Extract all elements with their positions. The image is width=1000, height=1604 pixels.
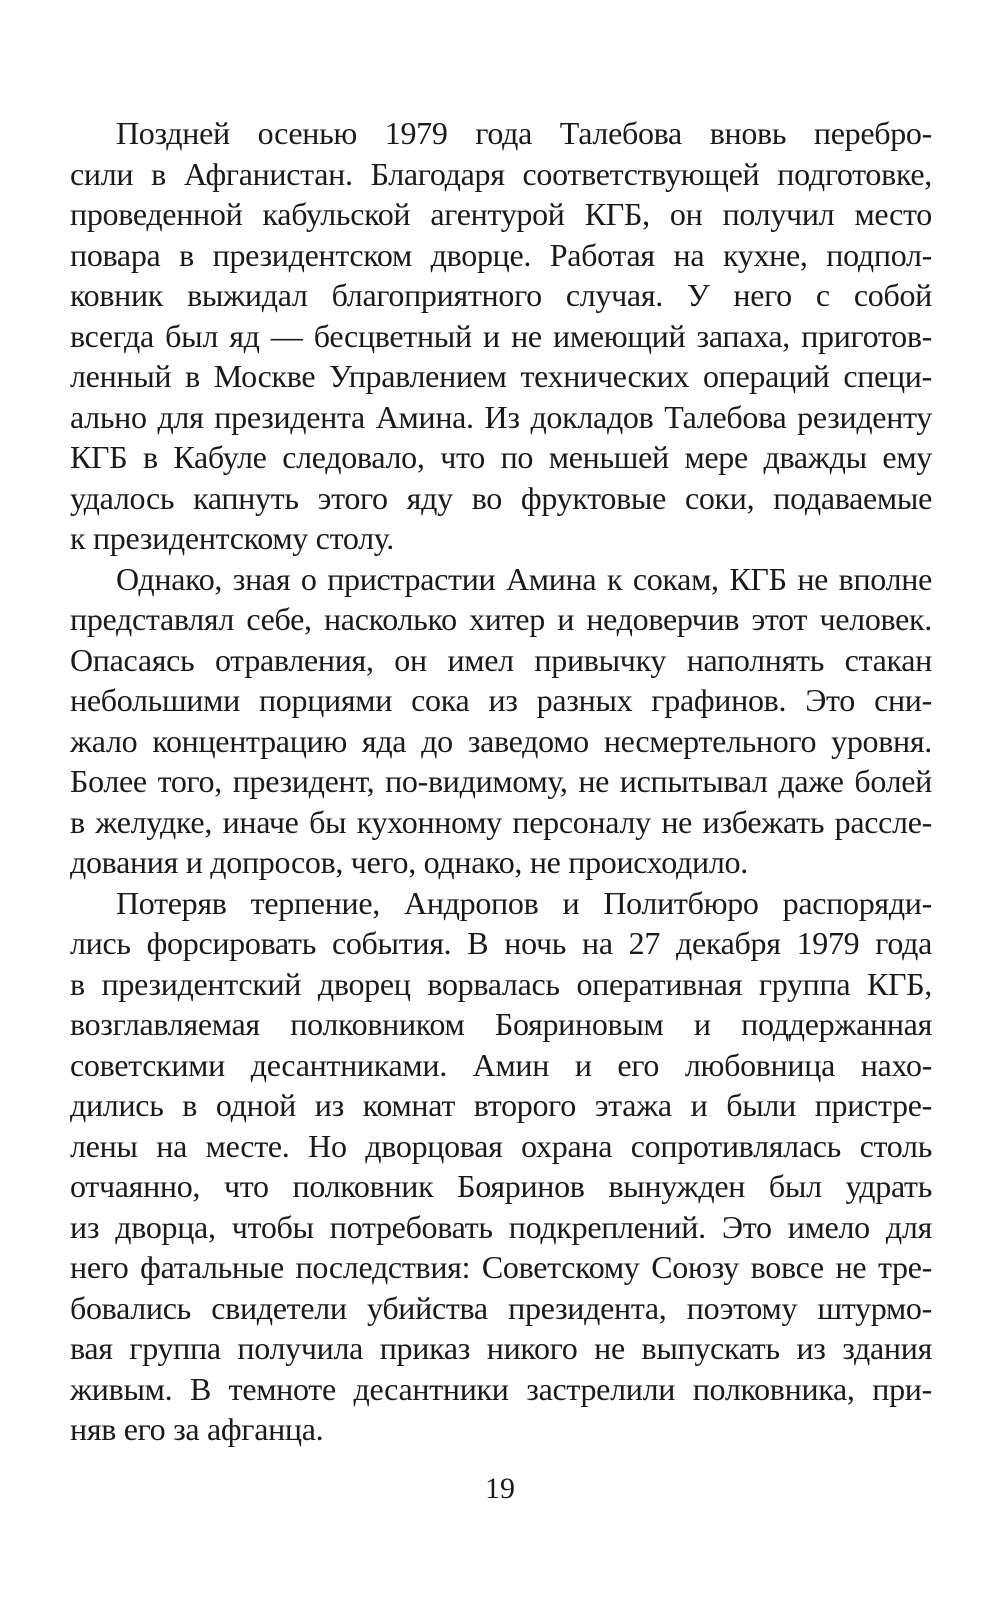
paragraph-2 [70,559,932,883]
text-line: дования и допросов, чего, однако, не происходило. [70,844,748,880]
paragraph-3 [70,883,932,1450]
text-line: живым. В темноте десантники застрелили полковника, при- [70,1370,932,1407]
text-line: Более того, президент, по-видимому, не испытывал даже болей [70,763,932,799]
text-line: Однако, зная о пристрастии Амина к сокам, КГБ не вполне [116,560,932,597]
text-line: жало концентрацию яда до заведомо несмертельного уровня. [70,722,932,759]
text-line: представлял себе, насколько хитер и недоверчив этот человек. [70,601,932,637]
text-line: к президентскому столу. [70,520,394,556]
text-line: советскими десантниками. Амин и его любовница нахо- [70,1046,932,1083]
text-line: небольшими порциями сока из разных графинов. Это сни- [70,682,932,718]
paragraph-1 [70,113,932,559]
text-line: ально для президента Амина. Из докладов Талебова резиденту [70,398,932,435]
text-line: вая группа получила приказ никого не выпускать из здания [70,1330,932,1366]
text-line: удалось капнуть этого яду во фруктовые соки, подаваемые [70,479,932,516]
text-line: повара в президентском дворце. Работая на кухне, подпол- [70,236,932,273]
text-line: всегда был яд — бесцветный и не имеющий запаха, приготов- [70,317,932,354]
text-line: Поздней осенью 1979 года Талебова вновь перебро- [116,115,932,151]
text-line: бовались свидетели убийства президента, поэтому штурмо- [70,1289,932,1326]
text-line: лены на месте. Но дворцовая охрана сопротивлялась столь [70,1127,932,1164]
page-number: 19 [485,1472,515,1505]
text-line: КГБ в Кабуле следовало, что по меньшей мере дважды ему [70,439,932,475]
text-line: отчаянно, что полковник Бояринов вынужден был удрать [70,1168,932,1204]
text-line: ковник выжидал благоприятного случая. У него с собой [70,277,932,313]
text-line: Опасаясь отравления, он имел привычку наполнять стакан [70,641,932,678]
text-line: в желудке, иначе бы кухонному персоналу не избежать рассле- [70,803,932,840]
text-line: няв его за афганца. [70,1411,324,1447]
text-line: сили в Афганистан. Благодаря соответствующей подготовке, [70,155,932,192]
text-line: ленный в Москве Управлением технических операций специ- [70,358,932,394]
text-line: возглавляемая полковником Бояриновым и поддержанная [70,1006,932,1042]
body-text [70,113,932,1450]
text-line: лись форсировать события. В ночь на 27 декабря 1979 года [70,925,932,961]
text-line: из дворца, чтобы потребовать подкреплений. Это имело для [70,1208,932,1245]
text-line: Потеряв терпение, Андропов и Политбюро распоряди- [116,884,932,921]
text-line: дились в одной из комнат второго этажа и были пристре- [70,1087,932,1123]
text-line: него фатальные последствия: Советскому Союзу вовсе не тре- [70,1249,932,1285]
text-line: в президентский дворец ворвалась оперативная группа КГБ, [70,965,932,1002]
text-line: проведенной кабульской агентурой КГБ, он получил место [70,196,932,232]
